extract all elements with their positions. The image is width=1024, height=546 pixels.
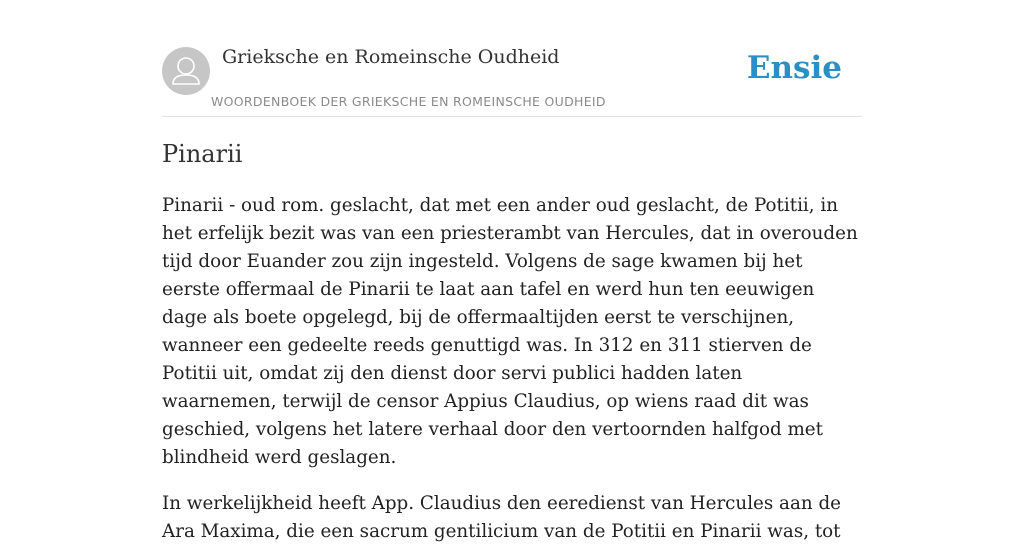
book-title[interactable]: Grieksche en Romeinsche Oudheid [222, 46, 560, 68]
brand-logo[interactable]: Ensie [746, 50, 842, 86]
article [162, 138, 862, 546]
user-avatar-icon[interactable] [162, 47, 210, 95]
article-paragraph: In werkelijkheid heeft App. Claudius den eeredienst van Hercules aan de Ara Maxima, die een sacrum gentilicium van de Potitii en Pinarii was, tot [162, 493, 841, 542]
article-paragraph: Pinarii - oud rom. geslacht, dat met een ander oud geslacht, de Potitii, in het erfelijk bezit was van een priesterambt van Hercules, dat in overouden tijd door Euander zou zijn ingesteld. Volgens de sage kwamen bij het eerste offermaal de Pinarii te laat aan tafel en werd hun ten eeuwigen dage als boete opgelegd, bij de offermaaltijden eerst te verschijnen, wanneer een gedeelte reeds genuttigd was. In 312 en 311 stierven de Potitii uit, omdat zij den dienst door servi publici hadden laten waarnemen, terwijl de censor Appius Claudius, op wiens raad dit was geschied, volgens het latere verhaal door den vertoornden halfgod met blindheid werd geslagen. [162, 195, 858, 468]
page-header [162, 40, 862, 117]
entry-title: Pinarii [162, 140, 243, 168]
book-subtitle: WOORDENBOEK DER GRIEKSCHE EN ROMEINSCHE OUDHEID [211, 94, 606, 109]
